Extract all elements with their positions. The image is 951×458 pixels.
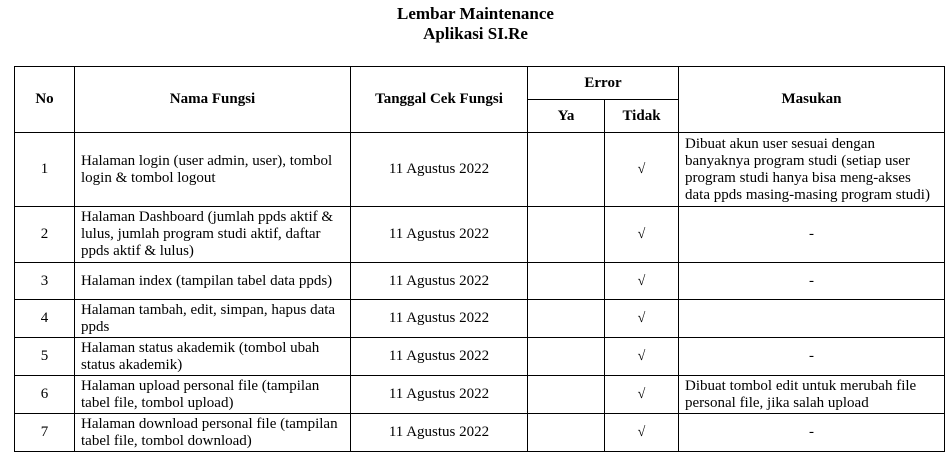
- row-error-ya: [528, 300, 605, 338]
- table-row: [15, 414, 945, 452]
- row-error-ya: [528, 414, 605, 452]
- row-nama-fungsi: Halaman download personal file (tampilan tabel file, tombol download): [75, 414, 351, 452]
- row-nama-fungsi: Halaman index (tampilan tabel data ppds): [75, 263, 351, 300]
- row-no: 2: [15, 207, 75, 263]
- row-tanggal: 11 Agustus 2022: [351, 207, 528, 263]
- row-tanggal: 11 Agustus 2022: [351, 376, 528, 414]
- row-tanggal: 11 Agustus 2022: [351, 414, 528, 452]
- document-title: [0, 4, 951, 44]
- title-line-1: Lembar Maintenance: [397, 4, 554, 23]
- table-row: [15, 207, 945, 263]
- table-row: [15, 338, 945, 376]
- row-nama-fungsi: Halaman status akademik (tombol ubah status akademik): [75, 338, 351, 376]
- row-nama-fungsi: Halaman Dashboard (jumlah ppds aktif & lulus, jumlah program studi aktif, daftar ppds aktif & lulus): [75, 207, 351, 263]
- row-masukan: Dibuat tombol edit untuk merubah file personal file, jika salah upload: [679, 376, 945, 414]
- header-tanggal-cek-fungsi: Tanggal Cek Fungsi: [351, 67, 528, 133]
- maintenance-table: [14, 66, 945, 452]
- row-error-ya: [528, 207, 605, 263]
- title-line-2: Aplikasi SI.Re: [423, 24, 528, 43]
- row-no: 5: [15, 338, 75, 376]
- row-tanggal: 11 Agustus 2022: [351, 300, 528, 338]
- table-row: [15, 133, 945, 207]
- row-nama-fungsi: Halaman upload personal file (tampilan tabel file, tombol upload): [75, 376, 351, 414]
- row-error-tidak-check: √: [605, 300, 679, 338]
- row-masukan: -: [679, 263, 945, 300]
- row-nama-fungsi: Halaman tambah, edit, simpan, hapus data ppds: [75, 300, 351, 338]
- row-error-ya: [528, 133, 605, 207]
- table-row: [15, 300, 945, 338]
- row-masukan: -: [679, 207, 945, 263]
- row-masukan: [679, 300, 945, 338]
- table-row: [15, 376, 945, 414]
- table-row: [15, 263, 945, 300]
- row-error-tidak-check: √: [605, 133, 679, 207]
- header-ya: Ya: [528, 100, 605, 133]
- row-masukan: -: [679, 414, 945, 452]
- row-error-tidak-check: √: [605, 376, 679, 414]
- row-no: 1: [15, 133, 75, 207]
- row-no: 3: [15, 263, 75, 300]
- row-error-tidak-check: √: [605, 263, 679, 300]
- row-error-tidak-check: √: [605, 207, 679, 263]
- row-error-ya: [528, 376, 605, 414]
- row-error-tidak-check: √: [605, 338, 679, 376]
- row-tanggal: 11 Agustus 2022: [351, 338, 528, 376]
- row-error-tidak-check: √: [605, 414, 679, 452]
- header-error: Error: [528, 67, 679, 100]
- row-nama-fungsi: Halaman login (user admin, user), tombol login & tombol logout: [75, 133, 351, 207]
- header-nama-fungsi: Nama Fungsi: [75, 67, 351, 133]
- row-no: 4: [15, 300, 75, 338]
- row-tanggal: 11 Agustus 2022: [351, 263, 528, 300]
- header-tidak: Tidak: [605, 100, 679, 133]
- row-no: 6: [15, 376, 75, 414]
- row-no: 7: [15, 414, 75, 452]
- row-masukan: -: [679, 338, 945, 376]
- header-no: No: [15, 67, 75, 133]
- row-tanggal: 11 Agustus 2022: [351, 133, 528, 207]
- row-error-ya: [528, 338, 605, 376]
- row-error-ya: [528, 263, 605, 300]
- header-masukan: Masukan: [679, 67, 945, 133]
- row-masukan: Dibuat akun user sesuai dengan banyaknya program studi (setiap user program studi hanya bisa meng-akses data ppds masing-masing program studi): [679, 133, 945, 207]
